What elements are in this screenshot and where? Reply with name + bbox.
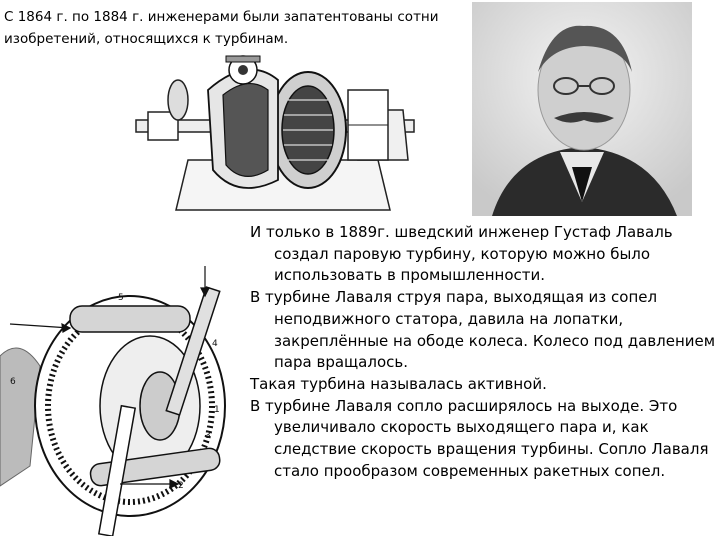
portrait-photo xyxy=(472,2,692,216)
label-6: 6 xyxy=(10,377,16,387)
paragraph-steam-jet: В турбине Лаваля струя пара, выходящая из сопел неподвижного статора, давила на лопатки, закреплённые на ободе колеса. Колесо под давлением пара вращалось. xyxy=(250,288,716,372)
label-3: 3 xyxy=(205,431,211,441)
label-4: 4 xyxy=(212,339,218,349)
intro-text: С 1864 г. по 1884 г. инженерами были запатентованы сотни изобретений, относящихся к турбинам. xyxy=(4,9,439,47)
paragraph-active-turbine: Такая турбина называлась активной. xyxy=(250,374,547,393)
label-1: 1 xyxy=(214,405,220,415)
wheel-schematic xyxy=(0,266,246,536)
turbine-drawing xyxy=(128,50,426,214)
label-5: 5 xyxy=(118,293,124,303)
label-2: 2 xyxy=(178,481,184,491)
main-text xyxy=(250,222,718,482)
paragraph-laval-1889: И только в 1889г. шведский инженер Густаф Лаваль создал паровую турбину, которую можно было использовать в промышленности. xyxy=(250,223,673,285)
paragraph-laval-nozzle: В турбине Лаваля сопло расширялось на выходе. Это увеличивало скорость выходящего пара и, как следствие скорость вращения турбины. Сопло Лаваля стало прообразом современных ракетных сопел. xyxy=(250,396,709,480)
